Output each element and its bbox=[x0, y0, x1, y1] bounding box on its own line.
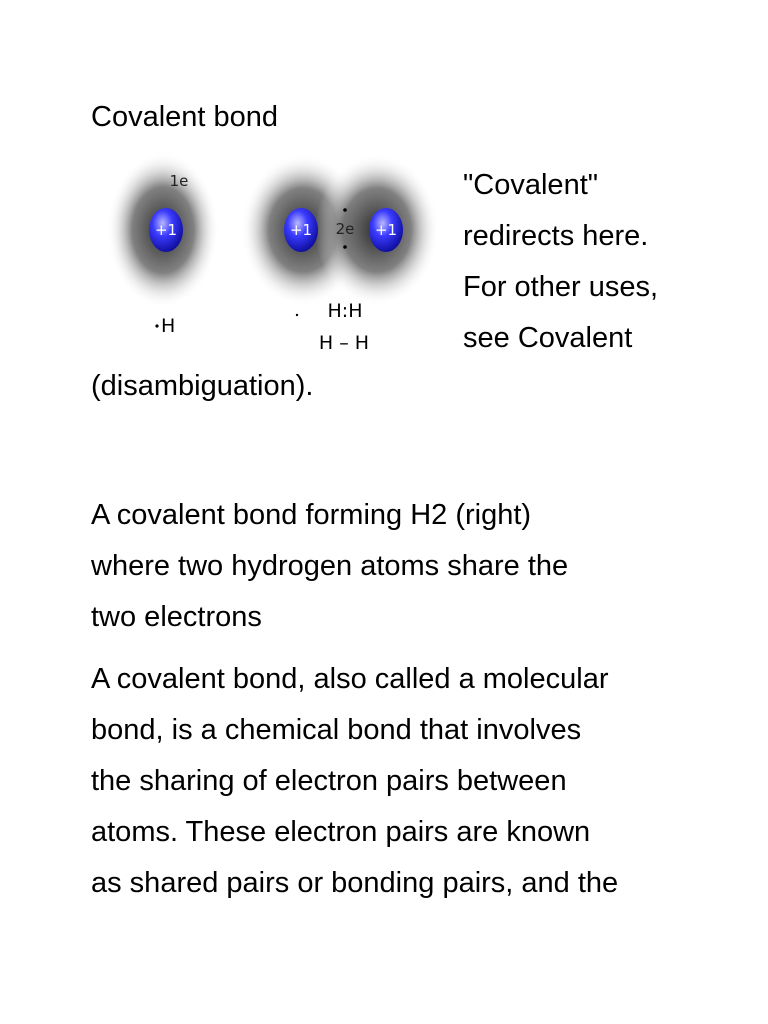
caption-line: two electrons bbox=[91, 601, 262, 633]
single-atom-electron-label: 1e bbox=[169, 172, 189, 190]
molecule-stray-dot bbox=[296, 314, 298, 316]
hatnote-line: For other uses, bbox=[463, 271, 659, 303]
line-formula: H – H bbox=[318, 332, 370, 354]
caption-line: A covalent bond forming H2 (right) bbox=[91, 499, 532, 531]
molecule-right-nucleus-label: +1 bbox=[374, 221, 398, 239]
covalent-bond-figure bbox=[105, 150, 445, 365]
single-atom-formula: H bbox=[161, 315, 176, 337]
paragraph-line: atoms. These electron pairs are known bbox=[91, 816, 591, 848]
shared-electrons-label: 2e bbox=[335, 220, 355, 238]
caption-line: where two hydrogen atoms share the bbox=[91, 550, 569, 582]
paragraph-line: as shared pairs or bonding pairs, and the bbox=[91, 867, 619, 899]
molecule-left-nucleus-label: +1 bbox=[289, 221, 313, 239]
paragraph-line: A covalent bond, also called a molecular bbox=[91, 663, 609, 695]
article-title: Covalent bond bbox=[91, 101, 279, 133]
single-atom-electron-dot bbox=[155, 324, 158, 327]
disambiguation-hatnote bbox=[463, 160, 733, 364]
single-atom-nucleus-label: +1 bbox=[154, 221, 178, 239]
lewis-formula: H:H bbox=[327, 300, 363, 322]
figure-caption bbox=[91, 490, 711, 643]
paragraph-line: bond, is a chemical bond that involves bbox=[91, 714, 582, 746]
paragraph-line: the sharing of electron pairs between bbox=[91, 765, 567, 797]
hatnote-line: redirects here. bbox=[463, 220, 649, 252]
hatnote-line: see Covalent bbox=[463, 322, 633, 354]
hatnote-tail: (disambiguation). bbox=[91, 370, 314, 402]
intro-paragraph bbox=[91, 654, 731, 909]
shared-electron-dot-bottom bbox=[343, 245, 347, 249]
shared-electron-dot-top bbox=[343, 208, 347, 212]
hatnote-line: "Covalent" bbox=[463, 169, 599, 201]
